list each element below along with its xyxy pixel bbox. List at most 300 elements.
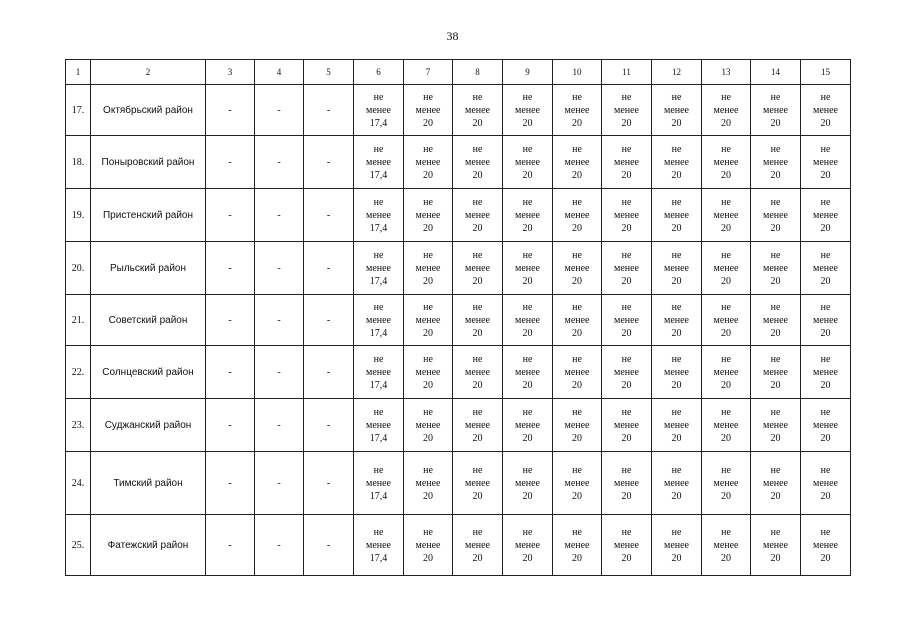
value-number: 20 <box>423 432 433 444</box>
value-prefix-menee: менее <box>465 539 490 551</box>
value-prefix-menee: менее <box>465 262 490 274</box>
value-prefix-ne: не <box>423 353 433 365</box>
value-prefix-menee: менее <box>763 209 788 221</box>
value-prefix-menee: менее <box>415 262 441 274</box>
value-prefix-ne: не <box>770 91 781 103</box>
value-prefix-menee: менее <box>763 477 788 489</box>
value-number: 20 <box>671 552 682 564</box>
value-number: 20 <box>820 490 831 502</box>
value-prefix-ne: не <box>572 143 582 155</box>
value-prefix-ne: не <box>423 91 433 103</box>
min-value-cell <box>503 85 553 136</box>
value-prefix-ne: не <box>522 91 533 103</box>
value-prefix-ne: не <box>572 353 582 365</box>
value-number: 20 <box>423 490 433 502</box>
value-prefix-ne: не <box>522 464 533 476</box>
empty-value-dash: - <box>255 242 304 295</box>
district-name: Советский район <box>91 295 206 346</box>
value-prefix-ne: не <box>621 353 632 365</box>
value-prefix-menee: менее <box>515 366 540 378</box>
value-prefix-menee: менее <box>465 419 490 431</box>
value-prefix-ne: не <box>770 464 781 476</box>
district-name: Октябрьский район <box>91 85 206 136</box>
min-value-cell <box>354 399 404 452</box>
min-value-cell <box>503 515 553 576</box>
min-value-cell <box>652 452 702 515</box>
min-value-cell <box>404 452 453 515</box>
empty-value-dash: - <box>255 189 304 242</box>
value-prefix-menee: менее <box>763 366 788 378</box>
value-prefix-ne: не <box>423 464 433 476</box>
value-prefix-ne: не <box>472 526 483 538</box>
value-prefix-ne: не <box>721 196 731 208</box>
table-body <box>66 60 851 576</box>
value-prefix-menee: менее <box>813 419 838 431</box>
value-number: 20 <box>671 490 682 502</box>
value-prefix-menee: менее <box>515 314 540 326</box>
row-number: 18. <box>66 136 91 189</box>
min-value-cell <box>702 515 751 576</box>
value-number: 20 <box>770 432 781 444</box>
value-prefix-ne: не <box>770 526 781 538</box>
value-number: 20 <box>820 432 831 444</box>
min-value-cell <box>404 295 453 346</box>
value-prefix-ne: не <box>820 406 831 418</box>
min-value-cell <box>553 189 602 242</box>
min-value-cell <box>702 295 751 346</box>
value-prefix-menee: менее <box>763 539 788 551</box>
value-prefix-menee: менее <box>813 539 838 551</box>
value-prefix-menee: менее <box>664 262 689 274</box>
value-prefix-menee: менее <box>614 477 639 489</box>
min-value-cell <box>652 515 702 576</box>
value-number: 20 <box>820 552 831 564</box>
value-prefix-menee: менее <box>564 477 590 489</box>
value-prefix-ne: не <box>770 353 781 365</box>
value-prefix-ne: не <box>373 353 384 365</box>
value-prefix-menee: менее <box>614 104 639 116</box>
value-number: 20 <box>423 117 433 129</box>
value-number: 20 <box>671 222 682 234</box>
value-prefix-menee: менее <box>564 209 590 221</box>
value-number: 20 <box>572 169 582 181</box>
min-value-cell <box>652 295 702 346</box>
min-value-cell <box>404 189 453 242</box>
value-prefix-ne: не <box>423 196 433 208</box>
min-value-cell <box>801 346 851 399</box>
min-value-cell <box>453 189 503 242</box>
min-value-cell <box>602 242 652 295</box>
value-prefix-menee: менее <box>763 419 788 431</box>
value-prefix-menee: менее <box>614 539 639 551</box>
value-prefix-ne: не <box>721 353 731 365</box>
value-prefix-ne: не <box>621 406 632 418</box>
value-prefix-menee: менее <box>813 156 838 168</box>
value-prefix-menee: менее <box>614 156 639 168</box>
column-header-14: 14 <box>751 60 801 85</box>
value-prefix-menee: менее <box>515 209 540 221</box>
min-value-cell <box>602 85 652 136</box>
min-value-cell <box>453 515 503 576</box>
column-header-13: 13 <box>702 60 751 85</box>
value-number: 20 <box>423 379 433 391</box>
value-number: 20 <box>522 169 533 181</box>
table-row <box>66 399 851 452</box>
min-value-cell <box>553 136 602 189</box>
value-prefix-ne: не <box>423 249 433 261</box>
min-value-cell <box>702 242 751 295</box>
min-value-cell <box>354 242 404 295</box>
value-number: 20 <box>572 552 582 564</box>
value-prefix-menee: менее <box>813 262 838 274</box>
min-value-cell <box>354 136 404 189</box>
value-number: 20 <box>721 490 731 502</box>
empty-value-dash: - <box>206 295 255 346</box>
value-prefix-ne: не <box>572 196 582 208</box>
value-number: 20 <box>721 117 731 129</box>
value-prefix-ne: не <box>472 464 483 476</box>
column-header-6: 6 <box>354 60 404 85</box>
table-row <box>66 346 851 399</box>
empty-value-dash: - <box>304 515 354 576</box>
value-prefix-ne: не <box>770 196 781 208</box>
value-number: 20 <box>621 117 632 129</box>
empty-value-dash: - <box>304 295 354 346</box>
value-prefix-menee: менее <box>614 209 639 221</box>
value-number: 20 <box>423 327 433 339</box>
empty-value-dash: - <box>206 85 255 136</box>
value-prefix-ne: не <box>671 91 682 103</box>
value-prefix-menee: менее <box>664 366 689 378</box>
column-header-4: 4 <box>255 60 304 85</box>
min-value-cell <box>453 346 503 399</box>
row-number: 22. <box>66 346 91 399</box>
value-number: 20 <box>572 490 582 502</box>
min-value-cell <box>453 295 503 346</box>
value-prefix-menee: менее <box>515 156 540 168</box>
min-value-cell <box>751 189 801 242</box>
row-number: 21. <box>66 295 91 346</box>
min-value-cell <box>751 136 801 189</box>
value-number: 20 <box>472 169 483 181</box>
value-number: 20 <box>770 379 781 391</box>
value-number: 20 <box>721 327 731 339</box>
min-value-cell <box>354 515 404 576</box>
value-prefix-ne: не <box>721 143 731 155</box>
column-header-7: 7 <box>404 60 453 85</box>
empty-value-dash: - <box>255 515 304 576</box>
value-prefix-menee: менее <box>564 262 590 274</box>
value-prefix-ne: не <box>671 301 682 313</box>
value-number: 20 <box>671 432 682 444</box>
value-prefix-menee: менее <box>713 477 739 489</box>
value-prefix-menee: менее <box>713 104 739 116</box>
value-prefix-menee: менее <box>664 156 689 168</box>
value-prefix-ne: не <box>522 301 533 313</box>
value-prefix-ne: не <box>671 526 682 538</box>
value-prefix-ne: не <box>621 301 632 313</box>
min-value-cell <box>801 136 851 189</box>
value-number: 20 <box>820 117 831 129</box>
value-prefix-ne: не <box>373 249 384 261</box>
min-value-cell <box>602 399 652 452</box>
district-name: Фатежский район <box>91 515 206 576</box>
value-prefix-menee: менее <box>813 104 838 116</box>
value-prefix-menee: менее <box>763 156 788 168</box>
value-number: 20 <box>423 275 433 287</box>
value-prefix-menee: менее <box>664 539 689 551</box>
value-prefix-menee: менее <box>465 366 490 378</box>
district-name: Суджанский район <box>91 399 206 452</box>
value-number: 17,4 <box>369 275 388 287</box>
value-prefix-ne: не <box>472 91 483 103</box>
empty-value-dash: - <box>255 452 304 515</box>
row-number: 25. <box>66 515 91 576</box>
header-row <box>66 60 851 85</box>
value-number: 20 <box>721 222 731 234</box>
value-number: 20 <box>770 327 781 339</box>
value-prefix-ne: не <box>472 301 483 313</box>
value-number: 20 <box>820 327 831 339</box>
min-value-cell <box>801 242 851 295</box>
min-value-cell <box>702 189 751 242</box>
value-prefix-menee: менее <box>664 477 689 489</box>
value-prefix-menee: менее <box>415 539 441 551</box>
value-prefix-ne: не <box>423 406 433 418</box>
value-prefix-ne: не <box>820 143 831 155</box>
value-number: 17,4 <box>369 552 388 564</box>
value-number: 20 <box>671 117 682 129</box>
column-header-9: 9 <box>503 60 553 85</box>
value-prefix-ne: не <box>621 143 632 155</box>
table-row <box>66 515 851 576</box>
value-prefix-menee: менее <box>713 539 739 551</box>
value-prefix-ne: не <box>472 196 483 208</box>
value-prefix-ne: не <box>373 196 384 208</box>
value-prefix-ne: не <box>820 196 831 208</box>
min-value-cell <box>553 242 602 295</box>
column-header-3: 3 <box>206 60 255 85</box>
value-number: 17,4 <box>369 169 388 181</box>
value-prefix-menee: менее <box>713 419 739 431</box>
value-prefix-menee: менее <box>415 209 441 221</box>
value-prefix-ne: не <box>423 526 433 538</box>
min-value-cell <box>503 346 553 399</box>
value-prefix-menee: менее <box>813 209 838 221</box>
value-prefix-menee: менее <box>366 104 391 116</box>
min-value-cell <box>652 346 702 399</box>
districts-table <box>65 59 851 576</box>
min-value-cell <box>702 346 751 399</box>
value-number: 20 <box>572 117 582 129</box>
value-prefix-ne: не <box>721 464 731 476</box>
value-prefix-menee: менее <box>366 419 391 431</box>
column-header-11: 11 <box>602 60 652 85</box>
empty-value-dash: - <box>304 346 354 399</box>
empty-value-dash: - <box>304 242 354 295</box>
value-prefix-ne: не <box>820 353 831 365</box>
value-prefix-menee: менее <box>366 314 391 326</box>
value-prefix-ne: не <box>770 249 781 261</box>
min-value-cell <box>751 452 801 515</box>
value-number: 20 <box>721 379 731 391</box>
value-number: 20 <box>472 275 483 287</box>
min-value-cell <box>751 242 801 295</box>
empty-value-dash: - <box>206 242 255 295</box>
min-value-cell <box>602 136 652 189</box>
row-number: 24. <box>66 452 91 515</box>
value-prefix-menee: менее <box>465 314 490 326</box>
value-prefix-menee: менее <box>664 209 689 221</box>
column-header-5: 5 <box>304 60 354 85</box>
value-prefix-menee: менее <box>564 366 590 378</box>
value-number: 20 <box>621 169 632 181</box>
min-value-cell <box>652 189 702 242</box>
empty-value-dash: - <box>206 399 255 452</box>
empty-value-dash: - <box>304 189 354 242</box>
min-value-cell <box>354 295 404 346</box>
value-number: 20 <box>472 222 483 234</box>
district-name: Тимский район <box>91 452 206 515</box>
value-prefix-menee: менее <box>813 314 838 326</box>
min-value-cell <box>801 295 851 346</box>
min-value-cell <box>751 515 801 576</box>
min-value-cell <box>453 242 503 295</box>
value-number: 20 <box>820 379 831 391</box>
column-header-8: 8 <box>453 60 503 85</box>
min-value-cell <box>751 399 801 452</box>
min-value-cell <box>453 399 503 452</box>
district-name: Пристенский район <box>91 189 206 242</box>
value-prefix-menee: менее <box>564 156 590 168</box>
value-prefix-menee: менее <box>415 104 441 116</box>
value-number: 20 <box>621 490 632 502</box>
min-value-cell <box>354 346 404 399</box>
value-prefix-menee: менее <box>813 477 838 489</box>
district-name: Поныровский район <box>91 136 206 189</box>
value-prefix-ne: не <box>621 91 632 103</box>
value-prefix-ne: не <box>671 406 682 418</box>
table-row <box>66 452 851 515</box>
value-prefix-menee: менее <box>515 419 540 431</box>
min-value-cell <box>404 515 453 576</box>
min-value-cell <box>801 515 851 576</box>
value-prefix-ne: не <box>671 143 682 155</box>
value-prefix-ne: не <box>522 406 533 418</box>
value-prefix-menee: менее <box>713 209 739 221</box>
value-prefix-ne: не <box>820 526 831 538</box>
district-name: Рыльский район <box>91 242 206 295</box>
min-value-cell <box>652 85 702 136</box>
value-number: 20 <box>770 275 781 287</box>
value-number: 20 <box>472 379 483 391</box>
min-value-cell <box>702 399 751 452</box>
value-number: 20 <box>423 552 433 564</box>
min-value-cell <box>453 136 503 189</box>
value-prefix-ne: не <box>820 301 831 313</box>
min-value-cell <box>553 295 602 346</box>
value-number: 20 <box>820 275 831 287</box>
value-prefix-menee: менее <box>713 156 739 168</box>
empty-value-dash: - <box>206 136 255 189</box>
value-prefix-menee: менее <box>415 156 441 168</box>
value-prefix-menee: менее <box>713 366 739 378</box>
min-value-cell <box>652 399 702 452</box>
value-prefix-ne: не <box>770 301 781 313</box>
value-number: 20 <box>572 222 582 234</box>
value-prefix-menee: менее <box>465 477 490 489</box>
value-prefix-ne: не <box>522 143 533 155</box>
value-number: 20 <box>671 169 682 181</box>
value-prefix-ne: не <box>621 526 632 538</box>
row-number: 23. <box>66 399 91 452</box>
value-prefix-menee: менее <box>614 366 639 378</box>
value-number: 20 <box>770 117 781 129</box>
min-value-cell <box>702 136 751 189</box>
value-prefix-ne: не <box>621 196 632 208</box>
min-value-cell <box>652 242 702 295</box>
min-value-cell <box>404 136 453 189</box>
min-value-cell <box>503 295 553 346</box>
value-prefix-ne: не <box>721 301 731 313</box>
value-prefix-ne: не <box>820 91 831 103</box>
value-prefix-menee: менее <box>515 104 540 116</box>
value-number: 20 <box>522 379 533 391</box>
value-number: 20 <box>522 222 533 234</box>
value-prefix-ne: не <box>671 464 682 476</box>
value-prefix-ne: не <box>621 464 632 476</box>
min-value-cell <box>801 85 851 136</box>
value-number: 20 <box>721 432 731 444</box>
value-number: 20 <box>472 552 483 564</box>
value-prefix-ne: не <box>423 301 433 313</box>
value-number: 17,4 <box>369 490 388 502</box>
value-number: 20 <box>721 169 731 181</box>
value-prefix-ne: не <box>472 143 483 155</box>
value-number: 17,4 <box>369 432 388 444</box>
min-value-cell <box>404 346 453 399</box>
value-prefix-ne: не <box>671 353 682 365</box>
value-number: 20 <box>770 490 781 502</box>
value-prefix-menee: менее <box>515 477 540 489</box>
empty-value-dash: - <box>206 189 255 242</box>
min-value-cell <box>354 189 404 242</box>
value-number: 20 <box>572 379 582 391</box>
value-prefix-ne: не <box>671 196 682 208</box>
value-prefix-ne: не <box>572 249 582 261</box>
empty-value-dash: - <box>304 399 354 452</box>
value-prefix-menee: менее <box>614 262 639 274</box>
value-number: 17,4 <box>369 117 388 129</box>
value-prefix-ne: не <box>770 143 781 155</box>
value-prefix-ne: не <box>721 91 731 103</box>
value-number: 20 <box>572 327 582 339</box>
row-number: 19. <box>66 189 91 242</box>
value-prefix-ne: не <box>373 406 384 418</box>
value-prefix-menee: менее <box>763 104 788 116</box>
table-row <box>66 136 851 189</box>
value-prefix-menee: менее <box>664 314 689 326</box>
value-prefix-ne: не <box>373 91 384 103</box>
min-value-cell <box>801 452 851 515</box>
value-prefix-menee: менее <box>664 419 689 431</box>
value-prefix-menee: менее <box>415 366 441 378</box>
min-value-cell <box>453 452 503 515</box>
min-value-cell <box>503 242 553 295</box>
value-number: 20 <box>522 432 533 444</box>
value-number: 20 <box>472 490 483 502</box>
value-number: 20 <box>423 222 433 234</box>
